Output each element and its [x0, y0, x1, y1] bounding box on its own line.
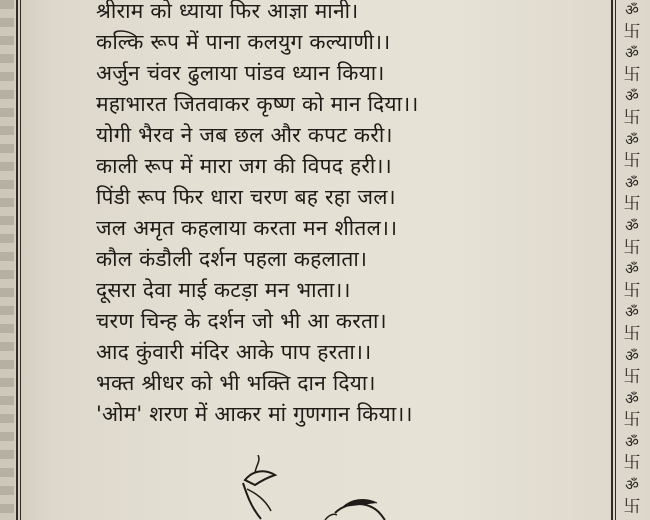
verse-line: जल अमृत कहलाया करता मन शीतल।। — [96, 216, 398, 240]
om-symbol: ॐ — [625, 389, 639, 408]
swastika-symbol: 卐 — [623, 280, 641, 301]
om-symbol: ॐ — [625, 130, 639, 149]
verse-line: श्रीराम को ध्याया फिर आज्ञा मानी। — [96, 0, 359, 23]
left-border-line — [16, 0, 18, 520]
swastika-symbol: 卐 — [623, 410, 641, 431]
swastika-symbol: 卐 — [623, 64, 641, 85]
swastika-symbol: 卐 — [623, 21, 641, 42]
swastika-symbol: 卐 — [623, 107, 641, 128]
om-symbol: ॐ — [625, 476, 639, 495]
swastika-symbol: 卐 — [623, 453, 641, 474]
verse-line: काली रूप में मारा जग की विपद हरी।। — [96, 154, 392, 178]
om-symbol: ॐ — [625, 303, 639, 322]
om-symbol: ॐ — [625, 346, 639, 365]
om-symbol: ॐ — [625, 173, 639, 192]
sacred-symbol-border — [617, 0, 647, 520]
verse-line: महाभारत जितवाकर कृष्ण को मान दिया।। — [96, 92, 419, 116]
om-symbol: ॐ — [625, 1, 639, 19]
swastika-symbol: 卐 — [623, 237, 641, 258]
swastika-symbol: 卐 — [623, 194, 641, 215]
verse-list — [96, 0, 596, 430]
right-border-line-inner — [615, 0, 616, 520]
verse-line: दूसरा देवा माई कटड़ा मन भाता।। — [96, 278, 351, 302]
verse-line: आद कुंवारी मंदिर आके पाप हरता।। — [96, 340, 372, 364]
left-border-line-inner — [20, 0, 21, 520]
verse-line: कौल कंडौली दर्शन पहला कहलाता। — [96, 247, 368, 271]
om-symbol: ॐ — [625, 432, 639, 451]
verse-line: 'ओम' शरण में आकर मां गुणगान किया।। — [96, 402, 413, 426]
swastika-symbol: 卐 — [623, 151, 641, 172]
swastika-symbol: 卐 — [623, 367, 641, 388]
verse-line: चरण चिन्ह के दर्शन जो भी आ करता। — [96, 309, 387, 333]
swastika-symbol: 卐 — [623, 323, 641, 344]
right-border-line — [611, 0, 613, 520]
verse-line: अर्जुन चंवर ढुलाया पांडव ध्यान किया। — [96, 61, 385, 85]
verse-line: पिंडी रूप फिर धारा चरण बह रहा जल। — [96, 185, 396, 209]
swastika-symbol: 卐 — [623, 496, 641, 517]
devotee-lamp-illustration — [225, 455, 425, 520]
om-symbol: ॐ — [625, 87, 639, 106]
verse-line: भक्त श्रीधर को भी भक्ति दान दिया। — [96, 371, 376, 395]
verse-line: कल्कि रूप में पाना कलयुग कल्याणी।। — [96, 30, 391, 54]
om-symbol: ॐ — [625, 216, 639, 235]
om-symbol: ॐ — [625, 260, 639, 279]
om-symbol: ॐ — [625, 44, 639, 63]
page-binding-edge — [0, 0, 14, 520]
verse-line: योगी भैरव ने जब छल और कपट करी। — [96, 123, 393, 147]
